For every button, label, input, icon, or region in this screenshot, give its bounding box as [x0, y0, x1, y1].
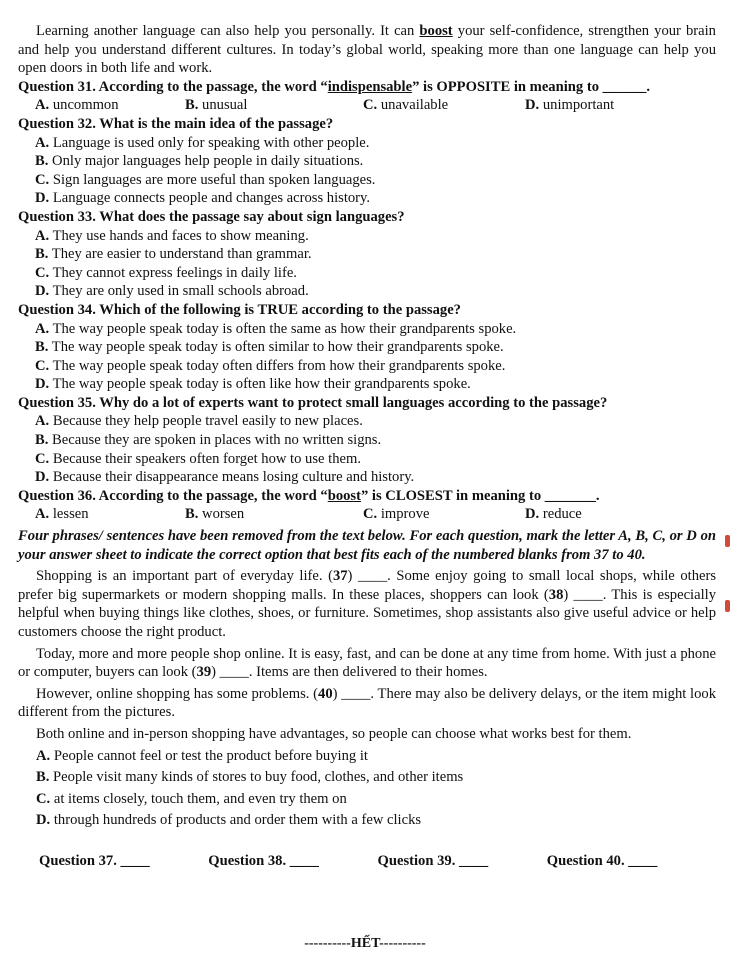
blank-38-number: 38: [548, 586, 564, 603]
intro-keyword: boost: [419, 23, 453, 39]
scan-mark: [725, 535, 730, 547]
q36-option-b[interactable]: B. worsen: [185, 506, 245, 523]
q34-option-d[interactable]: D. The way people speak today is often like how their grandparents spoke.: [35, 376, 471, 393]
section-instruction: Four phrases/ sentences have been removed from the text below. For each question, mark the letter A, B, C, or D on your answer sheet to indicate the correct option that best fits each of the numbered blanks from 37 to 40.: [18, 528, 716, 563]
fill-option-b[interactable]: B. People visit many kinds of stores to buy food, clothes, and other items: [36, 769, 464, 786]
q34-option-b[interactable]: B. The way people speak today is often similar to how their grandparents spoke.: [35, 339, 504, 356]
q32-option-a[interactable]: A. Language is used only for speaking with other people.: [35, 134, 370, 151]
question-33: Question 33. What does the passage say about sign languages?: [18, 208, 405, 225]
answer-38[interactable]: Question 38. ____: [208, 852, 319, 869]
question-32: Question 32. What is the main idea of the passage?: [18, 115, 334, 132]
question-36: Question 36. According to the passage, the word “boost” is CLOSEST in meaning to _______.: [18, 487, 600, 504]
intro-paragraph: [18, 22, 716, 78]
q32-option-c[interactable]: C. Sign languages are more useful than spoken languages.: [35, 171, 376, 188]
answer-39[interactable]: Question 39. ____: [377, 852, 489, 869]
q33-option-a[interactable]: A. They use hands and faces to show meaning.: [35, 227, 309, 244]
q36-options: [18, 505, 716, 524]
answer-37[interactable]: Question 37. ____: [39, 852, 150, 869]
q33-option-c[interactable]: C. They cannot express feelings in daily life.: [35, 264, 297, 281]
q33-option-b[interactable]: B. They are easier to understand than grammar.: [35, 246, 312, 263]
fill-option-a[interactable]: A. People cannot feel or test the product before buying it: [36, 747, 368, 764]
answer-40[interactable]: Question 40. ____: [546, 852, 658, 869]
q31-keyword: indispensable: [327, 78, 413, 95]
q35-option-d[interactable]: D. Because their disappearance means losing culture and history.: [35, 469, 415, 486]
q31-option-d[interactable]: D. unimportant: [525, 97, 615, 114]
q34-option-c[interactable]: C. The way people speak today often differs from how their grandparents spoke.: [35, 357, 506, 374]
q35-option-a[interactable]: A. Because they help people travel easily to new places.: [35, 413, 363, 430]
intro-text: Learning another language can also help you personally. It can: [36, 23, 415, 39]
q32-option-b[interactable]: B. Only major languages help people in daily situations.: [35, 153, 364, 170]
exam-page: [18, 22, 716, 871]
q36-option-d[interactable]: D. reduce: [525, 506, 582, 523]
q31-option-a[interactable]: A. uncommon: [35, 97, 119, 114]
fill-option-d[interactable]: D. through hundreds of products and order them with a few clicks: [36, 812, 422, 829]
fill-option-c[interactable]: C. at items closely, touch them, and even try them on: [36, 790, 347, 807]
q32-option-d[interactable]: D. Language connects people and changes across history.: [35, 190, 371, 207]
answer-row: [18, 852, 716, 871]
passage-paragraph-3: However, online shopping has some problems. (40) ____. There may also be delivery delays, or the item might look different from the pictures.: [18, 685, 716, 721]
blank-40-number: 40: [318, 685, 333, 702]
question-34: Question 34. Which of the following is TRUE according to the passage?: [18, 301, 461, 318]
passage-paragraph-1: Shopping is an important part of everyday life. (37) ____. Some enjoy going to small local shops, while others prefer big supermarkets or modern shopping malls. In these places, shoppers can look (38) ____. This is especially helpful when buying things like clothes, shoes, or furniture. Sometimes, shop assistants also give useful advice or help customers choose the right product.: [18, 568, 717, 640]
q35-option-b[interactable]: B. Because they are spoken in places with no written signs.: [35, 432, 382, 449]
q31-option-b[interactable]: B. unusual: [185, 97, 248, 114]
q36-keyword: boost: [327, 487, 361, 504]
passage-paragraph-2: Today, more and more people shop online. It is easy, fast, and can be done at any time from home. With just a phone or computer, buyers can look (39) ____. Items are then delivered to their homes.: [18, 645, 716, 681]
q31-options: [18, 96, 716, 115]
q33-option-d[interactable]: D. They are only used in small schools abroad.: [35, 283, 309, 300]
question-31: Question 31. According to the passage, the word “indispensable” is OPPOSITE in meaning to ______.: [18, 78, 651, 95]
q34-option-a[interactable]: A. The way people speak today is often the same as how their grandparents spoke.: [35, 320, 517, 337]
passage-paragraph-4: Both online and in-person shopping have advantages, so people can choose what works best for them.: [36, 725, 632, 742]
q35-option-c[interactable]: C. Because their speakers often forget how to use them.: [35, 450, 361, 467]
end-marker: ----------HẾT----------: [304, 936, 426, 951]
q31-option-c[interactable]: C. unavailable: [363, 97, 449, 114]
q36-option-c[interactable]: C. improve: [363, 506, 430, 523]
intro-text-rest: your self-confidence, strengthen your brain and help you understand different cultures. In today’s global world, speaking more than one language can help you open doors in both life and work.: [18, 23, 716, 77]
blank-37-number: 37: [332, 568, 348, 585]
scan-mark: [725, 600, 730, 612]
question-35: Question 35. Why do a lot of experts want to protect small languages according to the passage?: [18, 394, 608, 411]
blank-39-number: 39: [196, 664, 212, 681]
q36-option-a[interactable]: A. lessen: [35, 506, 89, 523]
